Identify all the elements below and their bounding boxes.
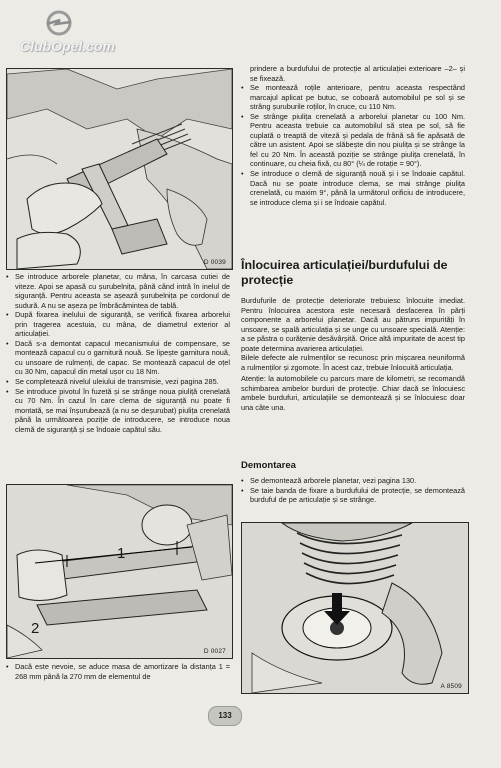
demontare-list xyxy=(241,476,465,505)
figure-code: A 8509 xyxy=(440,683,462,690)
site-logo xyxy=(14,8,114,60)
paragraph: Burdufurile de protecție deteriorate trebuiesc înlocuite imediat. Pentru înlocuirea acestora este necesară desfacerea în părți componente a arborelui planetar. Dacă au pătruns impurități în unsoare, se spală articulația și se unge cu unsoare specială. Atenție: a se păstra o curățenie desăvârșită. Orice altă impuritate de acest tip poate determina avarierea articulației. xyxy=(241,296,465,353)
list-item: • După fixarea inelului de siguranță, se verifică fixarea arborelui prin tragerea acestuia, cu mâna, de diametrul exterior al articulației. xyxy=(6,310,230,339)
paragraph: Bilele defecte ale rulmenților se recunosc prin mișcarea neuniformă a rulmenților și zgomote. În acest caz, trebuie înlocuită articulația. xyxy=(241,353,465,372)
figure-code: D 0027 xyxy=(203,648,226,655)
paragraph: Atenție: la automobilele cu parcurs mare de kilometri, se recomandă schimbarea ambelor burduri de protecție. Chiar dacă se înlocuiesc ambele burdufuri, articulațiile se demontează și se înlocuiesc doar una câte una. xyxy=(241,374,465,413)
list-item: • Dacă s-a demontat capacul mecanismului de compensare, se montează capacul cu o garnitură nouă. Se lipește garnitura nouă, cu unsoare de rulmenți, de capac. Se montează capacul de oțel cu 30 Nm, capacul din metal ușor cu 18 Nm. xyxy=(6,339,230,377)
page-number: 133 xyxy=(208,706,242,726)
logo-text: ClubOpel.com xyxy=(20,38,115,54)
section-heading: Înlocuirea articulației/burdufului de protecție xyxy=(241,258,448,287)
figure-hammer-driveshaft xyxy=(6,68,233,270)
subsection-heading: Demontarea xyxy=(241,460,296,471)
list-item: • Se montează roțile anterioare, pentru aceasta respectând marcajul aplicat pe butuc, se coboară automobilul pe sol și se strâng șuruburile roților, în cruce, cu 110 Nm. xyxy=(241,83,465,112)
boot-removal-illustration xyxy=(242,523,468,693)
list-item: • Se strânge piulița crenelată a arborelui planetar cu 100 Nm. Pentru aceasta trebuie ca automobilul să stea pe sol, să fie cuplată o treaptă de viteză și pedala de frână să fie apăsată de către un asistent. Apoi se slăbește din nou piulița și se strânge la fel cu 20 Nm. În această poziție se strânge piulița crenelată, în continuare, cu cheia fixă, cu 80° (¼ de rotație = 90°). xyxy=(241,112,465,169)
opel-logo-icon xyxy=(44,10,74,36)
damper-distance-illustration xyxy=(7,485,232,658)
list-item: • Se completează nivelul uleiului de transmisie, vezi pagina 285. xyxy=(6,377,230,387)
figure-label-2: 2 xyxy=(31,620,40,637)
continued-text: prindere a burdufului de protecție al articulației exterioare –2– și se fixează. xyxy=(250,64,465,83)
list-item: • Se demontează arborele planetar, vezi pagina 130. xyxy=(241,476,465,486)
right-column-text xyxy=(241,64,465,207)
driveshaft-hammer-illustration xyxy=(7,69,232,269)
figure-label-1: 1 xyxy=(117,545,126,562)
list-item: • Se introduce arborele planetar, cu mâna, în carcasa cutiei de viteze. Apoi se apasă cu șurubelnița, până când intră în inelul de siguranță. Pentru aceasta se așează șurubelnița pe cordonul de sudură. A nu se așeza pe îmbrăcămintea de tablă. xyxy=(6,272,230,310)
figure-boot-removal xyxy=(241,522,469,694)
list-item: • Dacă este nevoie, se aduce masa de amortizare la distanța 1 = 268 mm până la 270 mm de elementul de xyxy=(6,662,230,681)
right-column-paragraphs xyxy=(241,296,465,413)
list-item: • Se introduce o clemă de siguranță nouă și i se îndoaie capătul. Dacă nu se poate introduce clema, se mai strânge piulița crenelată, cu maxim 9°, până la următorul orificiu de introducere, se introduce clema și i se îndoaie capătul. xyxy=(241,169,465,207)
left-column-text xyxy=(6,272,230,434)
list-item: • Se introduce pivotul în fuzetă și se strânge noua piuliță crenelată cu 70 Nm. În cazul în care clema de siguranță nu poate fi montată, se mai înșurubează (a nu se deșurubat) piulița crenelată până la următoarea poziție de introducere, se introduce noua clemă de siguranță și se îndoaie capătul său. xyxy=(6,387,230,435)
figure-damper-distance xyxy=(6,484,233,659)
figure-code: D 0039 xyxy=(203,259,226,266)
left-column-bottom-text xyxy=(6,662,230,681)
list-item: • Se taie banda de fixare a burdufului de protecție, se demontează burduful de pe articulație și se strânge. xyxy=(241,486,465,505)
